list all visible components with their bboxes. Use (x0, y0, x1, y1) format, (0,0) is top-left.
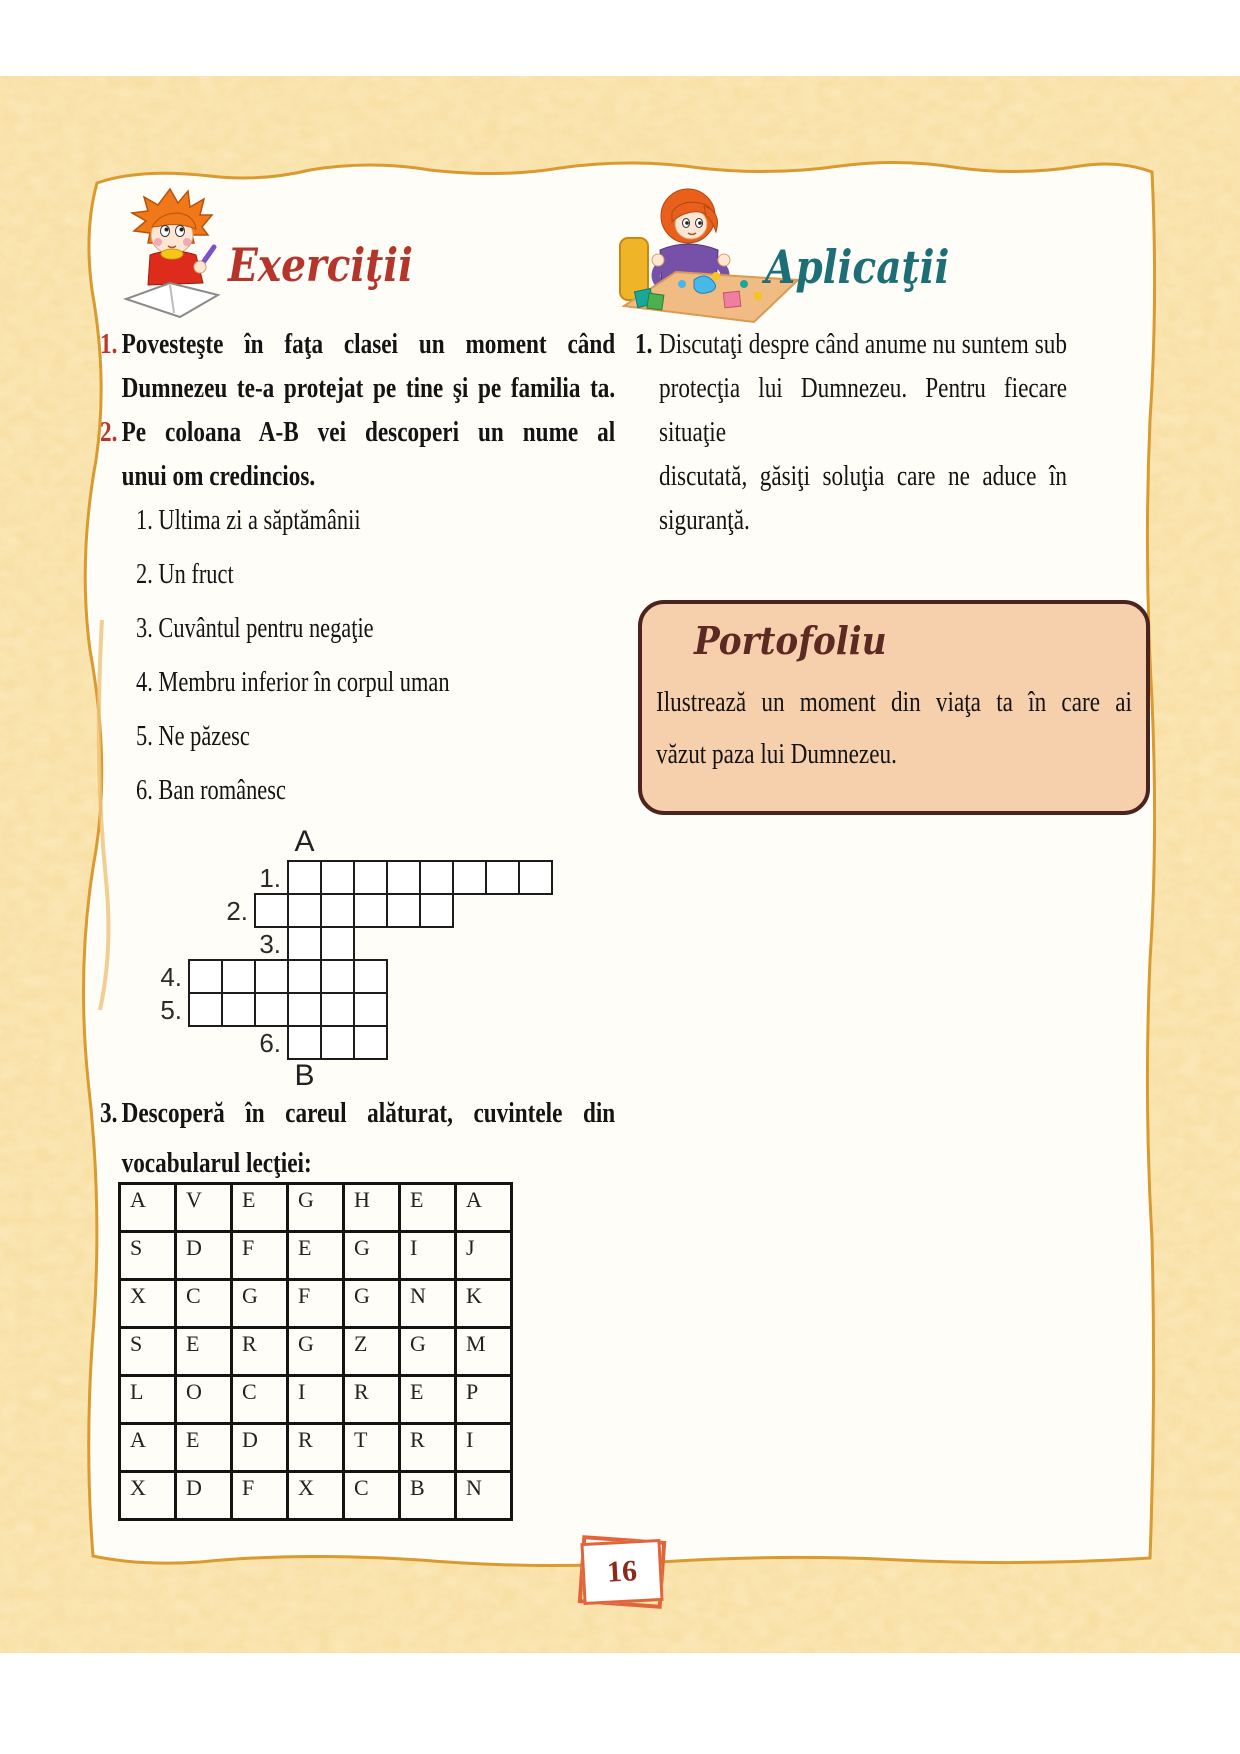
crossword-cell (320, 926, 355, 961)
crossword-cell (221, 959, 256, 994)
wordsearch-cell: D (177, 1473, 230, 1518)
crossword-cell (353, 893, 388, 928)
wordsearch-cell: E (289, 1233, 342, 1278)
paragraph-line: 1. Discutaţi despre când anume nu suntem sub (635, 322, 1067, 366)
wordsearch-cell: E (401, 1377, 454, 1422)
exercise-1 (100, 322, 615, 410)
wordsearch-cell: C (233, 1377, 286, 1422)
exercises-heading: Exerciţii (228, 238, 414, 292)
wordsearch-cell: A (121, 1425, 174, 1470)
crossword-cell (320, 1025, 355, 1060)
paragraph-line: văzut paza lui Dumnezeu. (656, 738, 897, 770)
wordsearch-cell: N (457, 1473, 510, 1518)
portfolio-task (656, 676, 1132, 780)
wordsearch-cell: E (233, 1185, 286, 1230)
crossword-cell (485, 860, 520, 895)
paragraph-line: vocabularul lecţiei: (121, 1147, 312, 1179)
wordsearch-cell: D (177, 1233, 230, 1278)
wordsearch-cell: X (121, 1281, 174, 1326)
application-1 (635, 322, 1067, 542)
crossword-row-label: 1. (259, 863, 281, 893)
wordsearch-cell: G (401, 1329, 454, 1374)
crossword-cell (287, 959, 322, 994)
crossword-cell (221, 992, 256, 1027)
wordsearch-cell: C (177, 1281, 230, 1326)
wordsearch-cell: A (457, 1185, 510, 1230)
application-1-number: 1. (635, 328, 653, 360)
wordsearch-cell: I (289, 1377, 342, 1422)
wordsearch-cell: F (233, 1473, 286, 1518)
wordsearch-cell: D (233, 1425, 286, 1470)
exercise-1-number: 1. (100, 328, 118, 360)
wordsearch-cell: S (121, 1233, 174, 1278)
wordsearch-cell: I (457, 1425, 510, 1470)
paragraph-line: unui om credincios. (121, 460, 316, 492)
wordsearch-cell: L (121, 1377, 174, 1422)
exercise-3-number: 3. (100, 1097, 118, 1129)
wordsearch-cell: S (121, 1329, 174, 1374)
wordsearch-cell: G (345, 1281, 398, 1326)
wordsearch-cell: R (233, 1329, 286, 1374)
wordsearch-cell: N (401, 1281, 454, 1326)
paragraph-line: Ilustrează un moment din viaţa ta în care ai (656, 686, 1132, 718)
wordsearch-cell: K (457, 1281, 510, 1326)
crossword-cell (353, 1025, 388, 1060)
wordsearch-cell: F (233, 1233, 286, 1278)
wordsearch-cell: G (345, 1233, 398, 1278)
crossword-puzzle (150, 826, 590, 1101)
crossword-cell (320, 893, 355, 928)
wordsearch-cell: A (121, 1185, 174, 1230)
applications-heading: Aplicaţii (765, 240, 950, 294)
crossword-cell (452, 860, 487, 895)
crossword-cell (287, 860, 322, 895)
badge-frame-front (580, 1539, 663, 1605)
boy-writing-illustration (108, 183, 238, 323)
wordsearch-cell: Z (345, 1329, 398, 1374)
wordsearch-cell: E (401, 1185, 454, 1230)
wordsearch-cell: M (457, 1329, 510, 1374)
paragraph-line: protecţia lui Dumnezeu. Pentru fiecare situaţie (659, 372, 1067, 448)
crossword-cell (287, 926, 322, 961)
crossword-row-label: 6. (259, 1028, 281, 1058)
crossword-cell (353, 860, 388, 895)
crossword-cell (353, 992, 388, 1027)
paragraph-line: Dumnezeu te-a protejat pe tine şi pe familia ta. (121, 372, 616, 404)
crossword-row-label: 3. (259, 929, 281, 959)
paragraph-line: discutată, găsiţi soluţia care ne aduce în (659, 460, 1067, 492)
crossword-row-label: 2. (226, 896, 248, 926)
wordsearch-cell: G (289, 1185, 342, 1230)
crossword-cell (287, 1025, 322, 1060)
wordsearch-cell: O (177, 1377, 230, 1422)
crossword-cell (353, 959, 388, 994)
crossword-cell (287, 893, 322, 928)
clue-item: 2. Un fruct (136, 559, 234, 590)
clue-item: 4. Membru inferior în corpul uman (136, 667, 450, 698)
paragraph-line: siguranţă. (659, 504, 750, 536)
clue-item: 3. Cuvântul pentru negaţie (136, 613, 374, 644)
exercise-2 (100, 410, 615, 498)
crossword-column-label-top: A (294, 825, 315, 858)
crossword-cell (518, 860, 553, 895)
crossword-cell (419, 893, 454, 928)
crossword-cell (188, 959, 223, 994)
wordsearch-cell: E (177, 1329, 230, 1374)
wordsearch-cell: X (121, 1473, 174, 1518)
paragraph-line: 1. Povesteşte în faţa clasei un moment când (100, 322, 615, 366)
wordsearch-cell: X (289, 1473, 342, 1518)
exercise-2-number: 2. (100, 416, 118, 448)
wordsearch-cell: T (345, 1425, 398, 1470)
crossword-cell (386, 893, 421, 928)
crossword-cell (320, 959, 355, 994)
clue-item: 1. Ultima zi a săptămânii (136, 505, 361, 536)
crossword-cell (386, 860, 421, 895)
wordsearch-cell: J (457, 1233, 510, 1278)
crossword-cell (320, 992, 355, 1027)
exercise-3 (100, 1088, 615, 1188)
crossword-row-label: 5. (160, 995, 182, 1025)
wordsearch-grid (118, 1182, 513, 1521)
wordsearch-cell: R (401, 1425, 454, 1470)
wordsearch-cell: P (457, 1377, 510, 1422)
clue-item: 5. Ne păzesc (136, 721, 250, 752)
wordsearch-cell: R (345, 1377, 398, 1422)
crossword-cell (320, 860, 355, 895)
paragraph-line: 2. Pe coloana A-B vei descoperi un nume al (100, 410, 615, 454)
page-number: 16 (606, 1554, 638, 1589)
portfolio-heading: Portofoliu (694, 618, 887, 663)
wordsearch-cell: H (345, 1185, 398, 1230)
wordsearch-cell: E (177, 1425, 230, 1470)
crossword-cell (254, 992, 289, 1027)
clue-item: 6. Ban românesc (136, 775, 286, 806)
crossword-cell (188, 992, 223, 1027)
paragraph-line: 3. Descoperă în careul alăturat, cuvintele din (100, 1088, 615, 1138)
crossword-column-label-bottom: B (294, 1059, 315, 1092)
wordsearch-cell: C (345, 1473, 398, 1518)
crossword-cell (287, 992, 322, 1027)
wordsearch-cell: V (177, 1185, 230, 1230)
wordsearch-cell: B (401, 1473, 454, 1518)
wordsearch-cell: F (289, 1281, 342, 1326)
wordsearch-cell: R (289, 1425, 342, 1470)
crossword-row-label: 4. (160, 962, 182, 992)
crossword-cell (254, 959, 289, 994)
crossword-clues (136, 494, 584, 818)
wordsearch-cell: G (233, 1281, 286, 1326)
wordsearch-cell: I (401, 1233, 454, 1278)
wordsearch-cell: G (289, 1329, 342, 1374)
crossword-cell (419, 860, 454, 895)
page-number-badge (578, 1536, 666, 1608)
crossword-cell (254, 893, 289, 928)
